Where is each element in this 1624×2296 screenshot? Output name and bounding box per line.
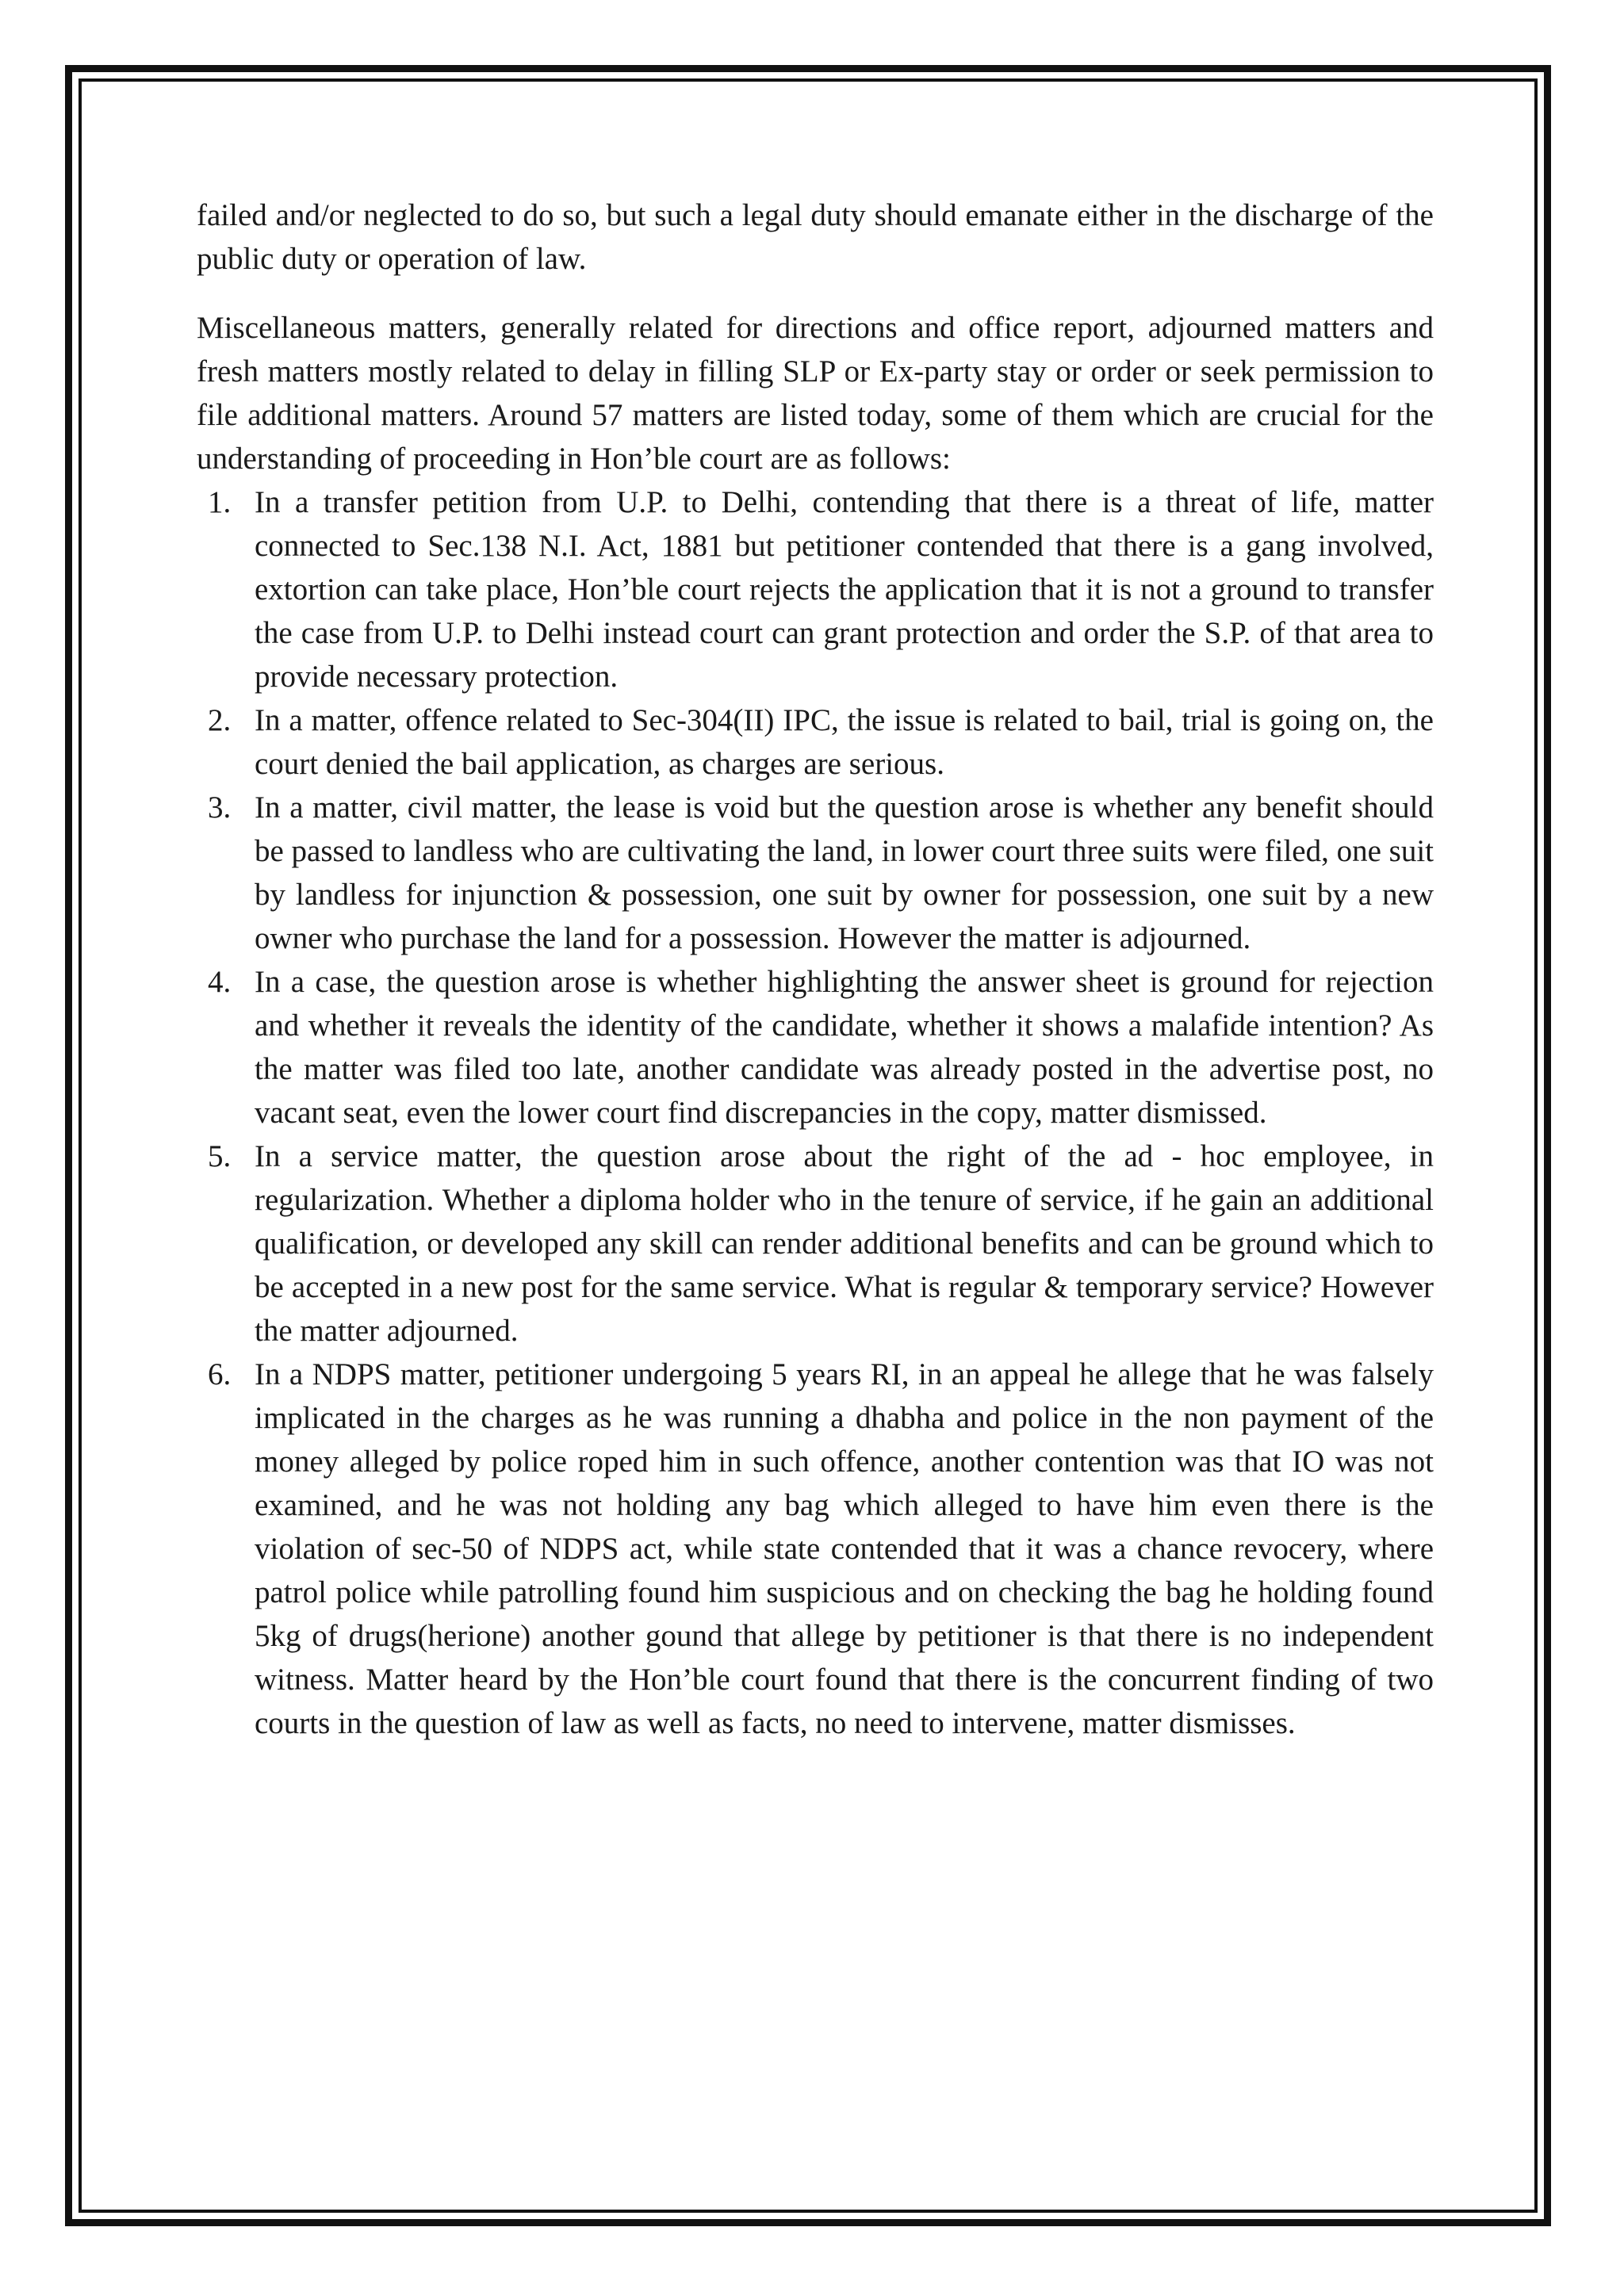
list-item bbox=[197, 786, 1434, 960]
list-item-text: In a matter, civil matter, the lease is void but the question arose is whether any benefit should be passed to landless who are cultivating the land, in lower court three suits were filed, one suit by landless for injunction & possession, one suit by owner for possession, one suit by a new owner who purchase the land for a possession. However the matter is adjourned. bbox=[255, 790, 1434, 955]
list-item bbox=[197, 1353, 1434, 1745]
list-item-number: 1. bbox=[208, 485, 232, 519]
list-item-number: 3. bbox=[208, 790, 232, 825]
matters-list bbox=[197, 480, 1434, 1745]
paragraph-miscellaneous-matters: Miscellaneous matters, generally related for directions and office report, adjourned matters and fresh matters mostly related to delay in filling SLP or Ex-party stay or order or seek permission to file additional matters. Around 57 matters are listed today, some of them which are crucial for the understanding of proceeding in Hon’ble court are as follows: bbox=[197, 311, 1434, 476]
list-item-number: 4. bbox=[208, 965, 232, 999]
list-item bbox=[197, 698, 1434, 786]
paragraph-continuation: failed and/or neglected to do so, but such a legal duty should emanate either in the discharge of the public duty or operation of law. bbox=[197, 198, 1434, 276]
list-item-number: 2. bbox=[208, 703, 232, 737]
list-item-text: In a transfer petition from U.P. to Delhi, contending that there is a threat of life, matter connected to Sec.138 N.I. Act, 1881 but petitioner contended that there is a gang involved, extortion can take place, Hon’ble court rejects the application that it is not a ground to transfer the case from U.P. to Delhi instead court can grant protection and order the S.P. of that area to provide necessary protection. bbox=[255, 485, 1434, 694]
list-item-text: In a matter, offence related to Sec-304(II) IPC, the issue is related to bail, trial is going on, the court denied the bail application, as charges are serious. bbox=[255, 703, 1434, 781]
list-item-text: In a NDPS matter, petitioner undergoing 5 years RI, in an appeal he allege that he was falsely implicated in the charges as he was running a dhabha and police in the non payment of the money alleged by police roped him in such offence, another contention was that IO was not examined, and he was not holding any bag which alleged to have him even there is the violation of sec-50 of NDPS act, while state contended that it was a chance revocery, where patrol police while patrolling found him suspicious and on checking the bag he holding found 5kg of drugs(herione) another gound that allege by petitioner is that there is no independent witness. Matter heard by the Hon’ble court found that there is the concurrent finding of two courts in the question of law as well as facts, no need to intervene, matter dismisses. bbox=[255, 1357, 1434, 1740]
list-item-number: 6. bbox=[208, 1357, 232, 1391]
list-item bbox=[197, 960, 1434, 1135]
document-body bbox=[197, 193, 1434, 1745]
list-item-number: 5. bbox=[208, 1139, 232, 1173]
list-item bbox=[197, 480, 1434, 698]
list-item-text: In a case, the question arose is whether highlighting the answer sheet is ground for rejection and whether it reveals the identity of the candidate, whether it shows a malafide intention? As the matter was filed too late, another candidate was already posted in the advertise post, no vacant seat, even the lower court find discrepancies in the copy, matter dismissed. bbox=[255, 965, 1434, 1130]
list-item bbox=[197, 1135, 1434, 1353]
list-item-text: In a service matter, the question arose about the right of the ad - hoc employee, in regularization. Whether a diploma holder who in the tenure of service, if he gain an additional qualification, or developed any skill can render additional benefits and can be ground which to be accepted in a new post for the same service. What is regular & temporary service? However the matter adjourned. bbox=[255, 1139, 1434, 1348]
